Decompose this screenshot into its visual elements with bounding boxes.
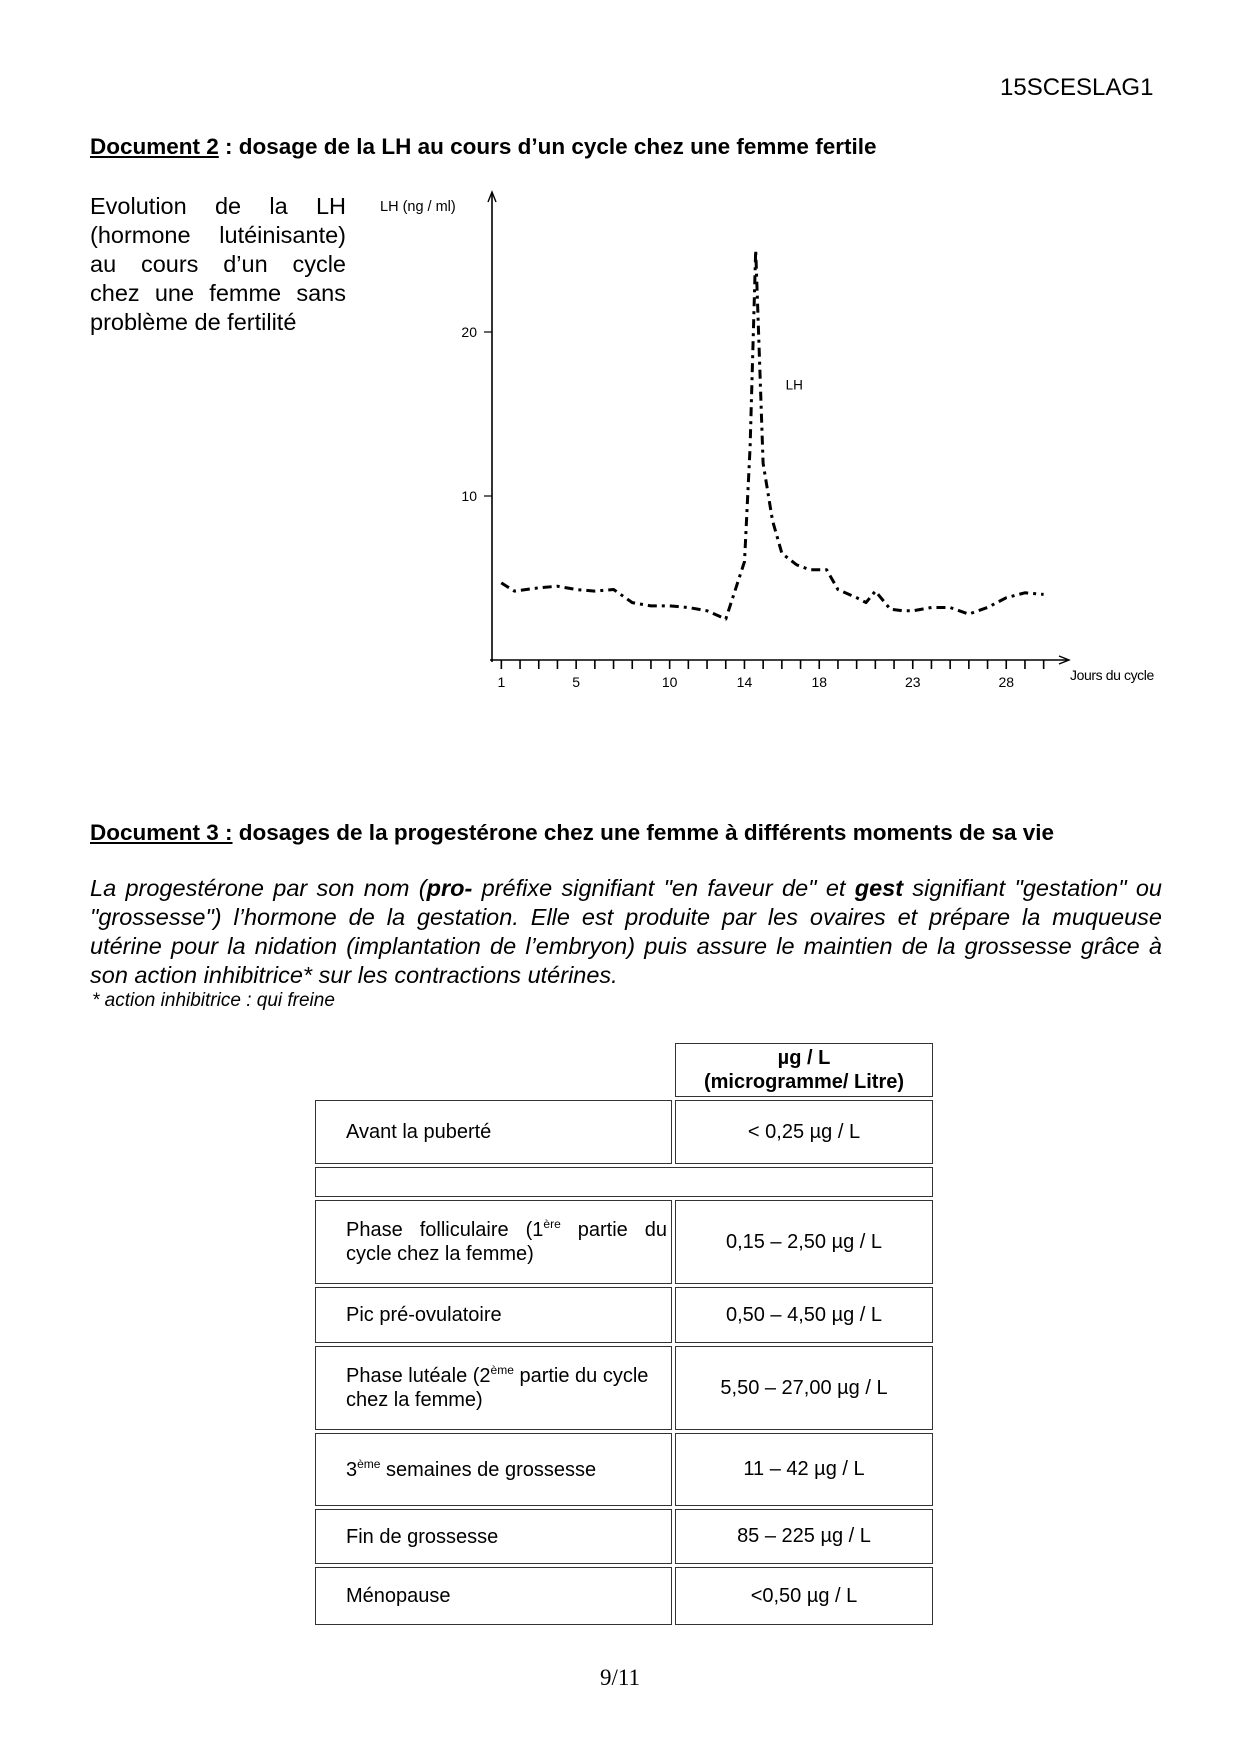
table-row-label [315,1567,672,1625]
document-2-title [90,134,876,160]
x-axis-title: Jours du cycle [1070,667,1154,683]
table-row-value [675,1567,933,1625]
table-header-unit: µg / L [777,1047,831,1069]
row-value-text: 0,15 – 2,50 µg / L [725,1230,883,1253]
row-label-text: Fin de grossesse [346,1525,499,1548]
intro-text-1: La progestérone par son nom ( [90,875,427,901]
x-tick-label: 18 [811,674,828,690]
x-tick-label: 10 [661,674,678,690]
row-label-text: Phase folliculaire (1 [346,1219,544,1241]
document-3-title [90,819,1130,847]
table-header-unit-full: (microgramme/ Litre) [703,1071,905,1093]
x-tick-label: 14 [736,674,753,690]
document-3-intro [90,874,1162,990]
row-label-text: partie du cycle chez la femme) [346,1219,668,1265]
series-annotation-label: LH [785,377,803,393]
row-label-text: Phase lutéale (2 [346,1365,491,1387]
table-row-label [315,1287,672,1343]
table-row-label [315,1433,672,1506]
x-tick-label: 28 [998,674,1015,690]
table-row-label [315,1200,672,1284]
table-row-label [315,1100,672,1164]
row-label-sup: ème [357,1456,381,1471]
intro-bold-gest: gest [854,875,904,901]
document-2-title-text: : dosage de la LH au cours d’un cycle chez une femme fertile [218,134,877,159]
lh-chart [370,180,1170,700]
table-row-label [315,1509,672,1564]
row-value-text: 85 – 225 µg / L [737,1525,871,1547]
row-label-sup: ème [490,1363,514,1377]
table-row-value [675,1287,933,1343]
row-label-sup: ère [543,1217,561,1231]
table-header [675,1043,933,1097]
document-3-label: Document 3 : [90,820,233,845]
y-tick-label: 10 [461,488,477,504]
x-tick-label: 23 [904,674,921,690]
table-row-value [675,1433,933,1506]
table-empty-row [315,1167,933,1197]
intro-text-3: signifiant "gestation" ou "grossesse") l’hormone de la gestation. Elle est produite par les ovaires et prépare la muqueuse utérine pour la nidation (implantation de l’embryon) puis assure le maintien de la grossesse grâce à son action inhibitrice* sur les contractions utérines. [90,875,1162,988]
exam-code: 15SCESLAG1 [1000,74,1154,101]
y-tick-label: 20 [461,324,477,340]
footnote: * action inhibitrice : qui freine [92,990,335,1011]
row-value-text: < 0,25 µg / L [747,1120,861,1143]
row-value-text: <0,50 µg / L [750,1584,858,1607]
row-label-text: semaines de grossesse [380,1458,597,1481]
row-label-text: Ménopause [346,1585,451,1607]
row-value-text: 5,50 – 27,00 µg / L [720,1376,888,1399]
table-row-label [315,1346,672,1430]
table-row-value [675,1509,933,1564]
table-row-value [675,1100,933,1164]
row-label-text: Pic pré-ovulatoire [346,1304,502,1326]
document-2-description: Evolution de la LH (hormone lutéinisante) au cours d’un cycle chez une femme sans problème de fertilité [90,193,346,335]
table-row-value [675,1346,933,1430]
y-axis-title: LH (ng / ml) [380,199,456,215]
intro-bold-pro: pro- [426,875,473,901]
lh-series-line [501,250,1043,619]
row-label-text: Avant la puberté [346,1121,492,1143]
row-label-text: partie du cycle chez la femme) [346,1365,649,1411]
x-tick-label: 5 [572,674,581,690]
intro-text-2: préfixe signifiant "en faveur de" et [472,875,855,901]
document-3-title-text: dosages de la progestérone chez une femme à différents moments de sa vie [232,820,1055,845]
row-label-text: 3 [346,1458,358,1481]
document-2-label: Document 2 [90,134,219,159]
page-number: 9/11 [600,1665,641,1690]
row-value-text: 11 – 42 µg / L [743,1458,865,1480]
x-tick-label: 1 [497,674,506,690]
table-row-value [675,1200,933,1284]
row-value-text: 0,50 – 4,50 µg / L [725,1303,883,1326]
